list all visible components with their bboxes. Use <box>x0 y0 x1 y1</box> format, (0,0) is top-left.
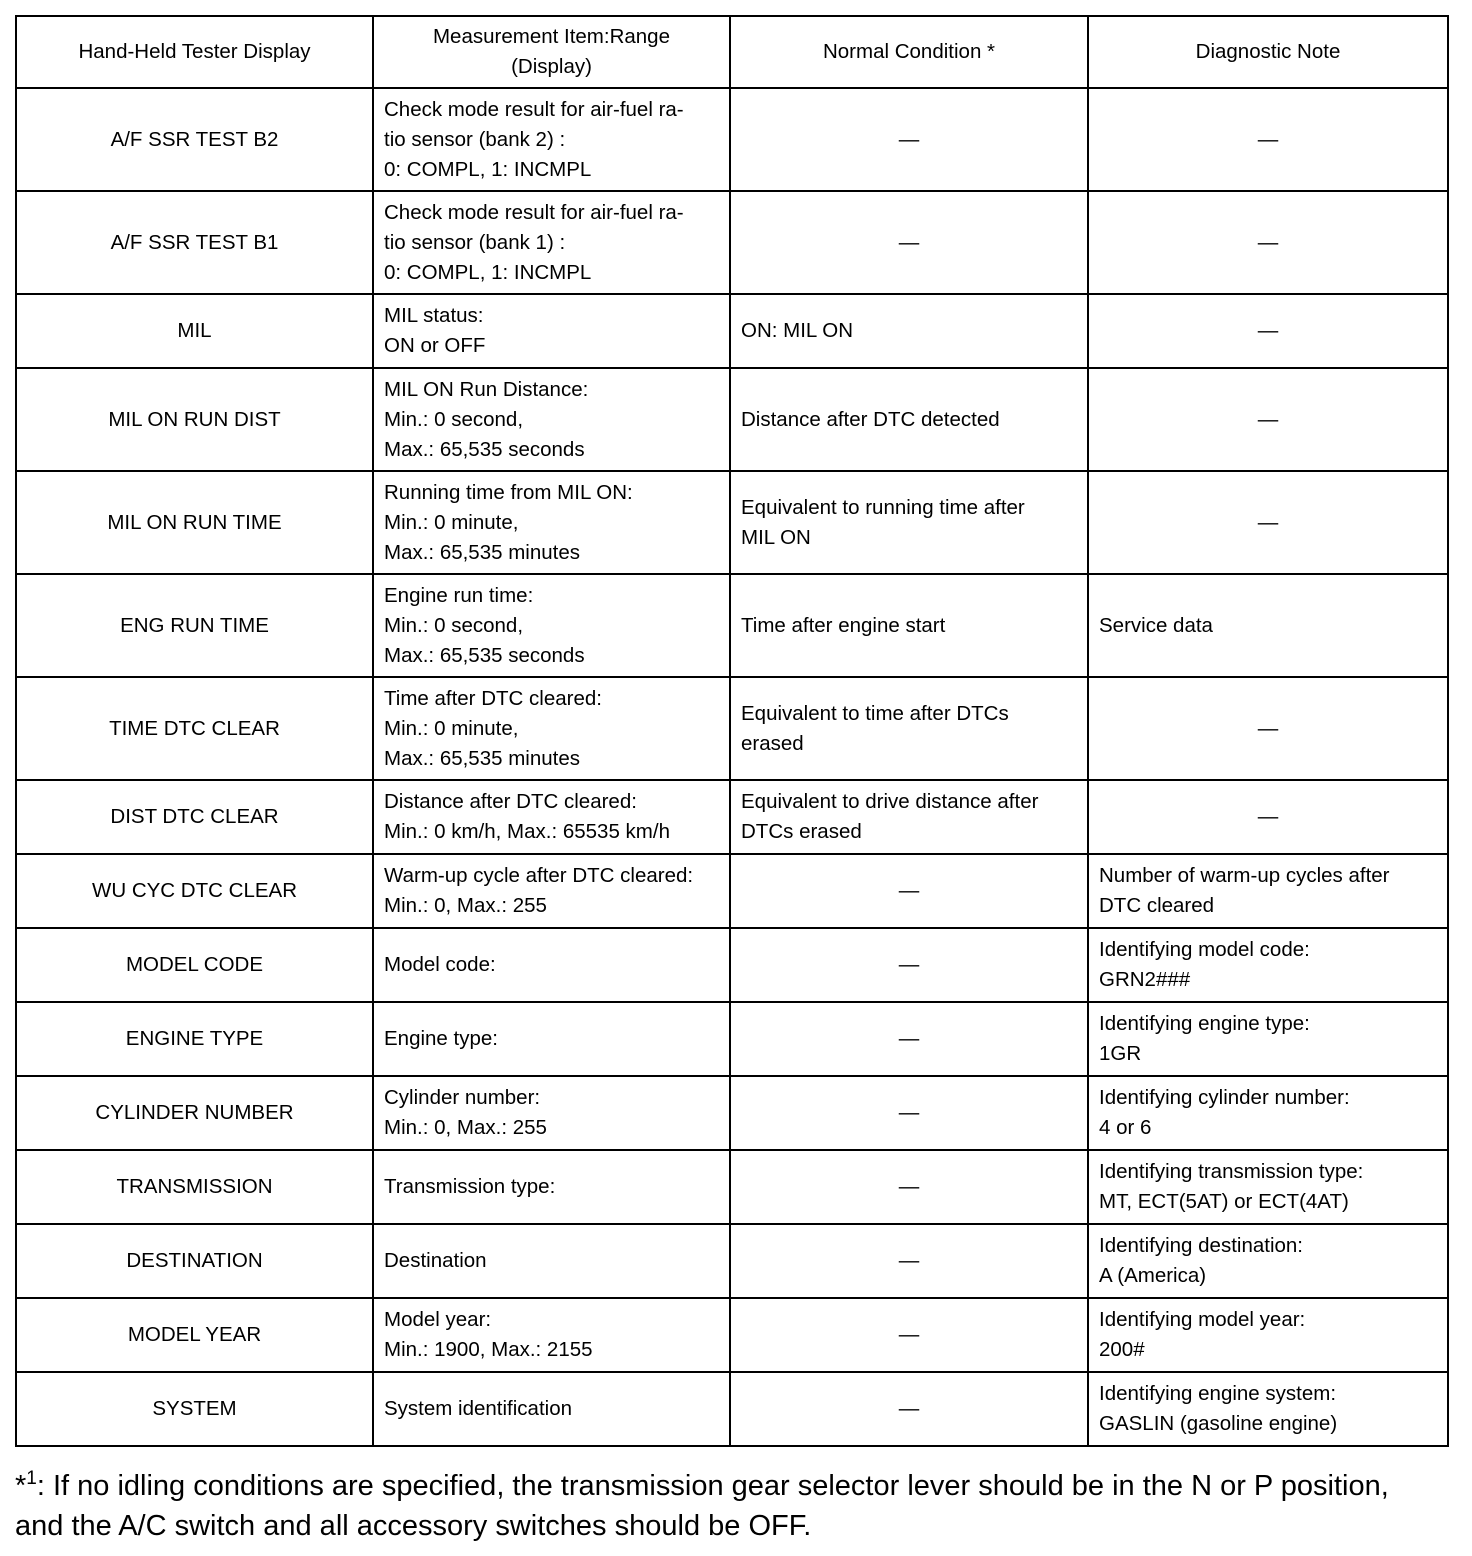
table-row <box>16 1372 1448 1446</box>
table-body <box>16 88 1448 1446</box>
cell-line: DTCs erased <box>741 820 862 843</box>
cell-line: Max.: 65,535 seconds <box>384 437 585 461</box>
cell-line: Service data <box>1099 613 1213 637</box>
cell-measurement-item <box>373 677 730 780</box>
dash-placeholder: — <box>898 1249 920 1272</box>
cell-diagnostic-note <box>1088 1076 1448 1150</box>
dash-placeholder: — <box>1257 510 1279 534</box>
dash-placeholder: — <box>898 127 920 151</box>
cell-line: Min.: 0 km/h, Max.: 65535 km/h <box>384 820 670 843</box>
cell-diagnostic-note <box>1088 191 1448 294</box>
cell-normal-condition <box>730 88 1088 191</box>
cell-normal-condition <box>730 1150 1088 1224</box>
cell-diagnostic-note <box>1088 294 1448 368</box>
cell-normal-condition <box>730 1298 1088 1372</box>
footnote-line: and the A/C switch and all accessory switches should be OFF. <box>15 1510 812 1542</box>
dash-placeholder: — <box>898 879 920 902</box>
cell-line: Min.: 0, Max.: 255 <box>384 894 547 917</box>
cell-measurement-item <box>373 1076 730 1150</box>
cell-line: Min.: 0 second, <box>384 407 524 431</box>
cell-normal-condition <box>730 294 1088 368</box>
cell-line: Equivalent to running time after <box>741 495 1025 519</box>
table-row <box>16 1298 1448 1372</box>
header-diagnostic-note: Diagnostic Note <box>1088 16 1448 88</box>
cell-line: Model year: <box>384 1308 492 1331</box>
cell-tester-display: MODEL YEAR <box>16 1298 373 1372</box>
cell-normal-condition <box>730 677 1088 780</box>
cell-line: Cylinder number: <box>384 1086 541 1109</box>
cell-normal-condition <box>730 1002 1088 1076</box>
cell-line: 0: COMPL, 1: INCMPL <box>384 157 592 181</box>
dash-placeholder: — <box>898 1175 920 1198</box>
cell-line: Transmission type: <box>384 1175 556 1198</box>
cell-line: 1GR <box>1099 1042 1142 1065</box>
dash-placeholder: — <box>1257 230 1279 254</box>
cell-line: Max.: 65,535 minutes <box>384 540 580 564</box>
table-row <box>16 191 1448 294</box>
cell-tester-display: ENGINE TYPE <box>16 1002 373 1076</box>
table-row <box>16 780 1448 854</box>
dash-placeholder: — <box>898 1027 920 1050</box>
table-row <box>16 574 1448 677</box>
cell-normal-condition <box>730 1224 1088 1298</box>
cell-normal-condition <box>730 471 1088 574</box>
cell-line: Max.: 65,535 minutes <box>384 746 580 770</box>
table-row <box>16 1002 1448 1076</box>
dash-placeholder: — <box>1257 319 1279 342</box>
cell-line: GASLIN (gasoline engine) <box>1099 1412 1338 1435</box>
cell-diagnostic-note <box>1088 88 1448 191</box>
cell-line: erased <box>741 731 804 755</box>
cell-normal-condition <box>730 854 1088 928</box>
cell-diagnostic-note <box>1088 928 1448 1002</box>
cell-normal-condition <box>730 191 1088 294</box>
cell-line: Min.: 0 second, <box>384 613 524 637</box>
cell-line: Max.: 65,535 seconds <box>384 643 585 667</box>
cell-normal-condition <box>730 780 1088 854</box>
table-row <box>16 1076 1448 1150</box>
cell-measurement-item <box>373 574 730 677</box>
dash-placeholder: — <box>1257 407 1279 431</box>
cell-line: tio sensor (bank 1) : <box>384 230 566 254</box>
dash-placeholder: — <box>898 1101 920 1124</box>
cell-line: Check mode result for air-fuel ra- <box>384 200 684 224</box>
footnote <box>15 1466 1455 1546</box>
cell-measurement-item <box>373 88 730 191</box>
cell-measurement-item <box>373 1224 730 1298</box>
cell-measurement-item <box>373 368 730 471</box>
cell-line: MIL ON Run Distance: <box>384 377 589 401</box>
table-row <box>16 1150 1448 1224</box>
cell-line: 200# <box>1099 1338 1145 1361</box>
table-row <box>16 88 1448 191</box>
cell-tester-display: ENG RUN TIME <box>16 574 373 677</box>
cell-diagnostic-note <box>1088 1372 1448 1446</box>
data-table-container <box>15 15 1447 1447</box>
table-row <box>16 1224 1448 1298</box>
cell-measurement-item <box>373 928 730 1002</box>
cell-line: Identifying cylinder number: <box>1099 1086 1350 1109</box>
cell-diagnostic-note <box>1088 1224 1448 1298</box>
cell-diagnostic-note <box>1088 1298 1448 1372</box>
data-list-table <box>15 15 1449 1447</box>
cell-tester-display: DIST DTC CLEAR <box>16 780 373 854</box>
cell-line: 0: COMPL, 1: INCMPL <box>384 260 592 284</box>
cell-line: MT, ECT(5AT) or ECT(4AT) <box>1099 1190 1349 1213</box>
cell-tester-display: MIL ON RUN DIST <box>16 368 373 471</box>
cell-tester-display: A/F SSR TEST B1 <box>16 191 373 294</box>
cell-tester-display: MIL ON RUN TIME <box>16 471 373 574</box>
cell-tester-display: A/F SSR TEST B2 <box>16 88 373 191</box>
cell-diagnostic-note <box>1088 677 1448 780</box>
table-row <box>16 928 1448 1002</box>
cell-diagnostic-note <box>1088 1002 1448 1076</box>
cell-tester-display: TIME DTC CLEAR <box>16 677 373 780</box>
cell-tester-display: DESTINATION <box>16 1224 373 1298</box>
header-measurement-item: Measurement Item:Range (Display) <box>373 16 730 88</box>
cell-line: Min.: 0 minute, <box>384 510 519 534</box>
table-row <box>16 471 1448 574</box>
cell-diagnostic-note <box>1088 574 1448 677</box>
cell-measurement-item <box>373 1150 730 1224</box>
cell-diagnostic-note <box>1088 780 1448 854</box>
cell-line: Engine run time: <box>384 583 534 607</box>
cell-line: Min.: 0 minute, <box>384 716 519 740</box>
cell-line: Model code: <box>384 953 496 976</box>
cell-line: 4 or 6 <box>1099 1116 1152 1139</box>
table-row <box>16 854 1448 928</box>
cell-tester-display: MIL <box>16 294 373 368</box>
cell-line: Number of warm-up cycles after <box>1099 864 1390 887</box>
cell-measurement-item <box>373 854 730 928</box>
cell-line: A (America) <box>1099 1264 1207 1287</box>
header-normal-condition: Normal Condition * <box>730 16 1088 88</box>
cell-tester-display: TRANSMISSION <box>16 1150 373 1224</box>
cell-tester-display: SYSTEM <box>16 1372 373 1446</box>
cell-line: Warm-up cycle after DTC cleared: <box>384 864 694 887</box>
cell-normal-condition <box>730 1372 1088 1446</box>
cell-tester-display: CYLINDER NUMBER <box>16 1076 373 1150</box>
header-tester-display: Hand-Held Tester Display <box>16 16 373 88</box>
cell-line: GRN2### <box>1099 968 1191 991</box>
table-row <box>16 368 1448 471</box>
cell-tester-display: MODEL CODE <box>16 928 373 1002</box>
cell-measurement-item <box>373 471 730 574</box>
cell-line: tio sensor (bank 2) : <box>384 127 566 151</box>
cell-measurement-item <box>373 780 730 854</box>
cell-line: Identifying engine system: <box>1099 1382 1337 1405</box>
cell-line: Destination <box>384 1249 487 1272</box>
cell-line: ON: MIL ON <box>741 319 853 342</box>
cell-line: Distance after DTC cleared: <box>384 790 637 813</box>
cell-line: Running time from MIL ON: <box>384 480 633 504</box>
cell-normal-condition <box>730 1076 1088 1150</box>
cell-measurement-item <box>373 1298 730 1372</box>
footnote-line: : If no idling conditions are specified, the transmission gear selector lever should be in the N or P position, <box>36 1470 1389 1502</box>
cell-line: Identifying transmission type: <box>1099 1160 1364 1183</box>
cell-line: DTC cleared <box>1099 894 1215 917</box>
cell-line: Identifying destination: <box>1099 1234 1303 1257</box>
dash-placeholder: — <box>898 953 920 976</box>
dash-placeholder: — <box>898 230 920 254</box>
cell-normal-condition <box>730 368 1088 471</box>
cell-line: Equivalent to drive distance after <box>741 790 1039 813</box>
cell-line: ON or OFF <box>384 334 486 357</box>
footnote-marker: * <box>15 1470 27 1502</box>
cell-line: Check mode result for air-fuel ra- <box>384 97 684 121</box>
cell-line: MIL ON <box>741 525 811 549</box>
table-header-row <box>16 16 1448 88</box>
cell-line: Identifying model year: <box>1099 1308 1306 1331</box>
dash-placeholder: — <box>1257 716 1279 740</box>
cell-line: Min.: 0, Max.: 255 <box>384 1116 547 1139</box>
cell-measurement-item <box>373 294 730 368</box>
cell-line: Engine type: <box>384 1027 498 1050</box>
cell-diagnostic-note <box>1088 854 1448 928</box>
cell-normal-condition <box>730 928 1088 1002</box>
cell-line: Time after engine start <box>741 613 946 637</box>
cell-line: Equivalent to time after DTCs <box>741 701 1009 725</box>
cell-line: MIL status: <box>384 304 484 327</box>
dash-placeholder: — <box>898 1397 920 1420</box>
cell-diagnostic-note <box>1088 1150 1448 1224</box>
cell-line: Distance after DTC detected <box>741 407 1000 431</box>
dash-placeholder: — <box>1257 127 1279 151</box>
cell-line: Time after DTC cleared: <box>384 686 602 710</box>
cell-measurement-item <box>373 1372 730 1446</box>
cell-diagnostic-note <box>1088 368 1448 471</box>
cell-line: Identifying engine type: <box>1099 1012 1310 1035</box>
dash-placeholder: — <box>1257 805 1279 828</box>
footnote-superscript: 1 <box>26 1468 37 1489</box>
cell-line: Identifying model code: <box>1099 938 1310 961</box>
cell-tester-display: WU CYC DTC CLEAR <box>16 854 373 928</box>
table-row <box>16 677 1448 780</box>
cell-diagnostic-note <box>1088 471 1448 574</box>
dash-placeholder: — <box>898 1323 920 1346</box>
cell-line: Min.: 1900, Max.: 2155 <box>384 1338 593 1361</box>
cell-measurement-item <box>373 1002 730 1076</box>
cell-measurement-item <box>373 191 730 294</box>
cell-normal-condition <box>730 574 1088 677</box>
cell-line: System identification <box>384 1397 573 1420</box>
table-row <box>16 294 1448 368</box>
